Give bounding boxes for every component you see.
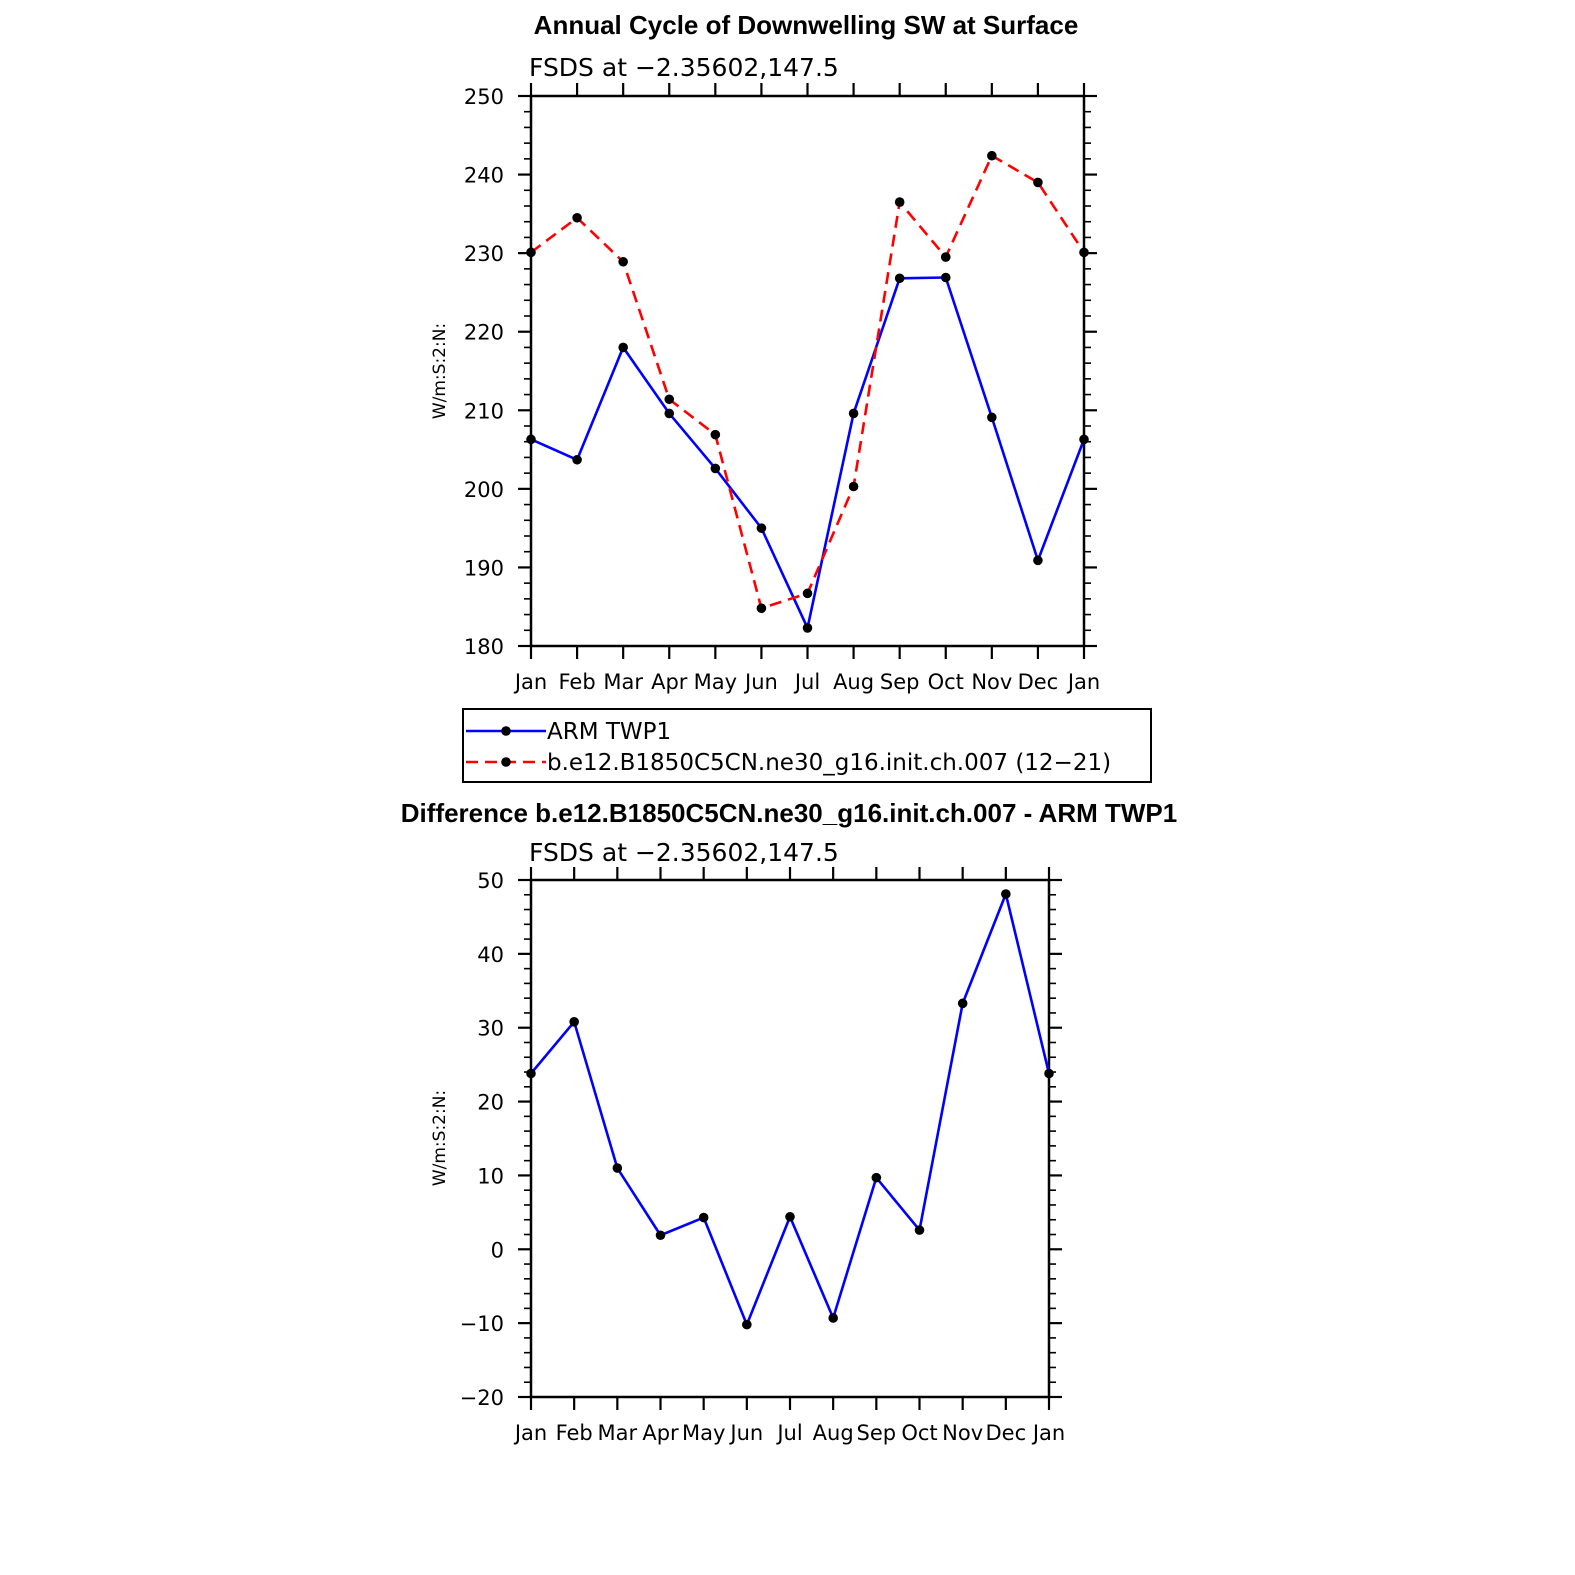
x-tick-label: Oct (901, 1421, 938, 1445)
data-point (618, 343, 628, 353)
x-tick-label: Feb (558, 670, 596, 694)
legend-label-arm-twp1: ARM TWP1 (547, 719, 672, 745)
x-tick-label: Jun (730, 1421, 764, 1445)
data-point (526, 248, 536, 258)
y-tick-label: 30 (477, 1016, 504, 1041)
data-point (895, 273, 905, 283)
series-layer (526, 151, 1089, 633)
x-tick-label: Aug (812, 1421, 854, 1445)
data-point (742, 1320, 752, 1330)
x-tick-label: Jan (1067, 670, 1101, 694)
data-point (941, 252, 951, 262)
data-point (699, 1213, 709, 1223)
data-point (569, 1017, 579, 1027)
data-point (828, 1313, 838, 1323)
annual-cycle-chart (430, 10, 1151, 782)
x-tick-label: Sep (879, 670, 920, 694)
data-point (895, 197, 905, 207)
x-tick-label: Sep (856, 1421, 897, 1445)
x-tick-label: Oct (927, 670, 964, 694)
data-point (941, 273, 951, 283)
chart-title: Difference b.e12.B1850C5CN.ne30_g16.init.ch.007 - ARM TWP1 (400, 798, 1178, 828)
x-tick-labels (513, 670, 1100, 694)
legend-marker-arm-twp1 (501, 726, 511, 736)
y-tick-label: 210 (463, 399, 504, 424)
x-tick-label: Jul (777, 1421, 803, 1445)
data-point (664, 409, 674, 419)
y-tick-label: −20 (459, 1386, 504, 1410)
x-tick-label: Jun (745, 670, 778, 694)
data-point (711, 464, 721, 474)
x-tick-label: Mar (603, 670, 643, 694)
data-point (1079, 435, 1089, 445)
data-point (1079, 248, 1089, 258)
data-point (1001, 889, 1011, 899)
x-tick-label: Jan (514, 670, 548, 694)
x-tick-label: Dec (1017, 670, 1059, 694)
y-tick-label: 0 (490, 1238, 504, 1263)
y-tick-labels (460, 869, 504, 1410)
data-point (1044, 1069, 1054, 1079)
x-tick-label: Feb (555, 1421, 593, 1445)
legend (463, 709, 1151, 782)
data-point (618, 257, 628, 267)
axis-ticks (518, 83, 1097, 659)
data-point (526, 1069, 536, 1079)
y-axis-label: W/m:S:2:N: (430, 322, 450, 420)
data-point (872, 1173, 882, 1183)
y-tick-label: 220 (463, 320, 504, 345)
data-point (664, 394, 674, 404)
data-point (757, 523, 767, 533)
data-point (849, 482, 859, 492)
data-point (987, 413, 997, 423)
data-point (1033, 178, 1043, 188)
data-point (958, 999, 968, 1009)
data-point (711, 430, 721, 440)
legend-marker-model (501, 757, 511, 767)
series-line-1 (531, 156, 1084, 609)
x-tick-label: Nov (971, 670, 1013, 694)
y-tick-label: 250 (463, 85, 504, 109)
x-tick-label: Jul (794, 670, 821, 694)
series-line-0 (531, 278, 1084, 628)
y-tick-label: 190 (463, 556, 504, 581)
x-tick-label: May (693, 670, 738, 694)
data-point (849, 409, 859, 419)
x-tick-label: Dec (985, 1421, 1027, 1445)
data-point (803, 623, 813, 633)
legend-label-model: b.e12.B1850C5CN.ne30_g16.init.ch.007 (12−21) (547, 750, 1112, 776)
x-tick-label: Nov (942, 1421, 984, 1445)
y-tick-labels (464, 85, 504, 659)
difference-chart (401, 798, 1177, 1445)
x-tick-label: Apr (651, 670, 688, 694)
x-tick-label: Mar (597, 1421, 638, 1445)
data-point (987, 151, 997, 161)
chart-subtitle: FSDS at −2.35602,147.5 (529, 838, 839, 867)
data-point (656, 1230, 666, 1240)
y-tick-label: 200 (463, 477, 504, 502)
data-point (785, 1212, 795, 1222)
x-tick-labels (513, 1421, 1065, 1445)
y-tick-label: 230 (463, 242, 504, 267)
data-point (1033, 556, 1043, 566)
data-point (526, 435, 536, 445)
y-tick-label: −10 (459, 1312, 504, 1337)
y-tick-label: 10 (477, 1164, 504, 1189)
data-point (757, 603, 767, 613)
data-point (803, 589, 813, 599)
data-point (572, 455, 582, 465)
data-point (915, 1225, 925, 1235)
x-tick-label: Jan (1032, 1421, 1066, 1445)
series-layer (526, 889, 1054, 1329)
legend-entry-arm-twp1 (466, 719, 671, 745)
axis-ticks (518, 867, 1062, 1410)
y-tick-label: 180 (463, 635, 504, 659)
chart-title: Annual Cycle of Downwelling SW at Surface (533, 10, 1079, 40)
x-tick-label: Aug (833, 670, 875, 694)
x-tick-label: May (681, 1421, 726, 1445)
y-tick-label: 40 (477, 942, 504, 967)
y-tick-label: 20 (477, 1090, 504, 1115)
data-point (572, 213, 582, 223)
y-tick-label: 50 (477, 869, 504, 893)
x-tick-label: Apr (642, 1421, 679, 1445)
y-tick-label: 240 (463, 163, 504, 188)
series-line-0 (531, 894, 1049, 1325)
chart-subtitle: FSDS at −2.35602,147.5 (529, 53, 839, 82)
y-axis-label: W/m:S:2:N: (430, 1089, 450, 1187)
data-point (613, 1163, 623, 1173)
x-tick-label: Jan (514, 1421, 548, 1445)
legend-entry-model (466, 750, 1111, 776)
